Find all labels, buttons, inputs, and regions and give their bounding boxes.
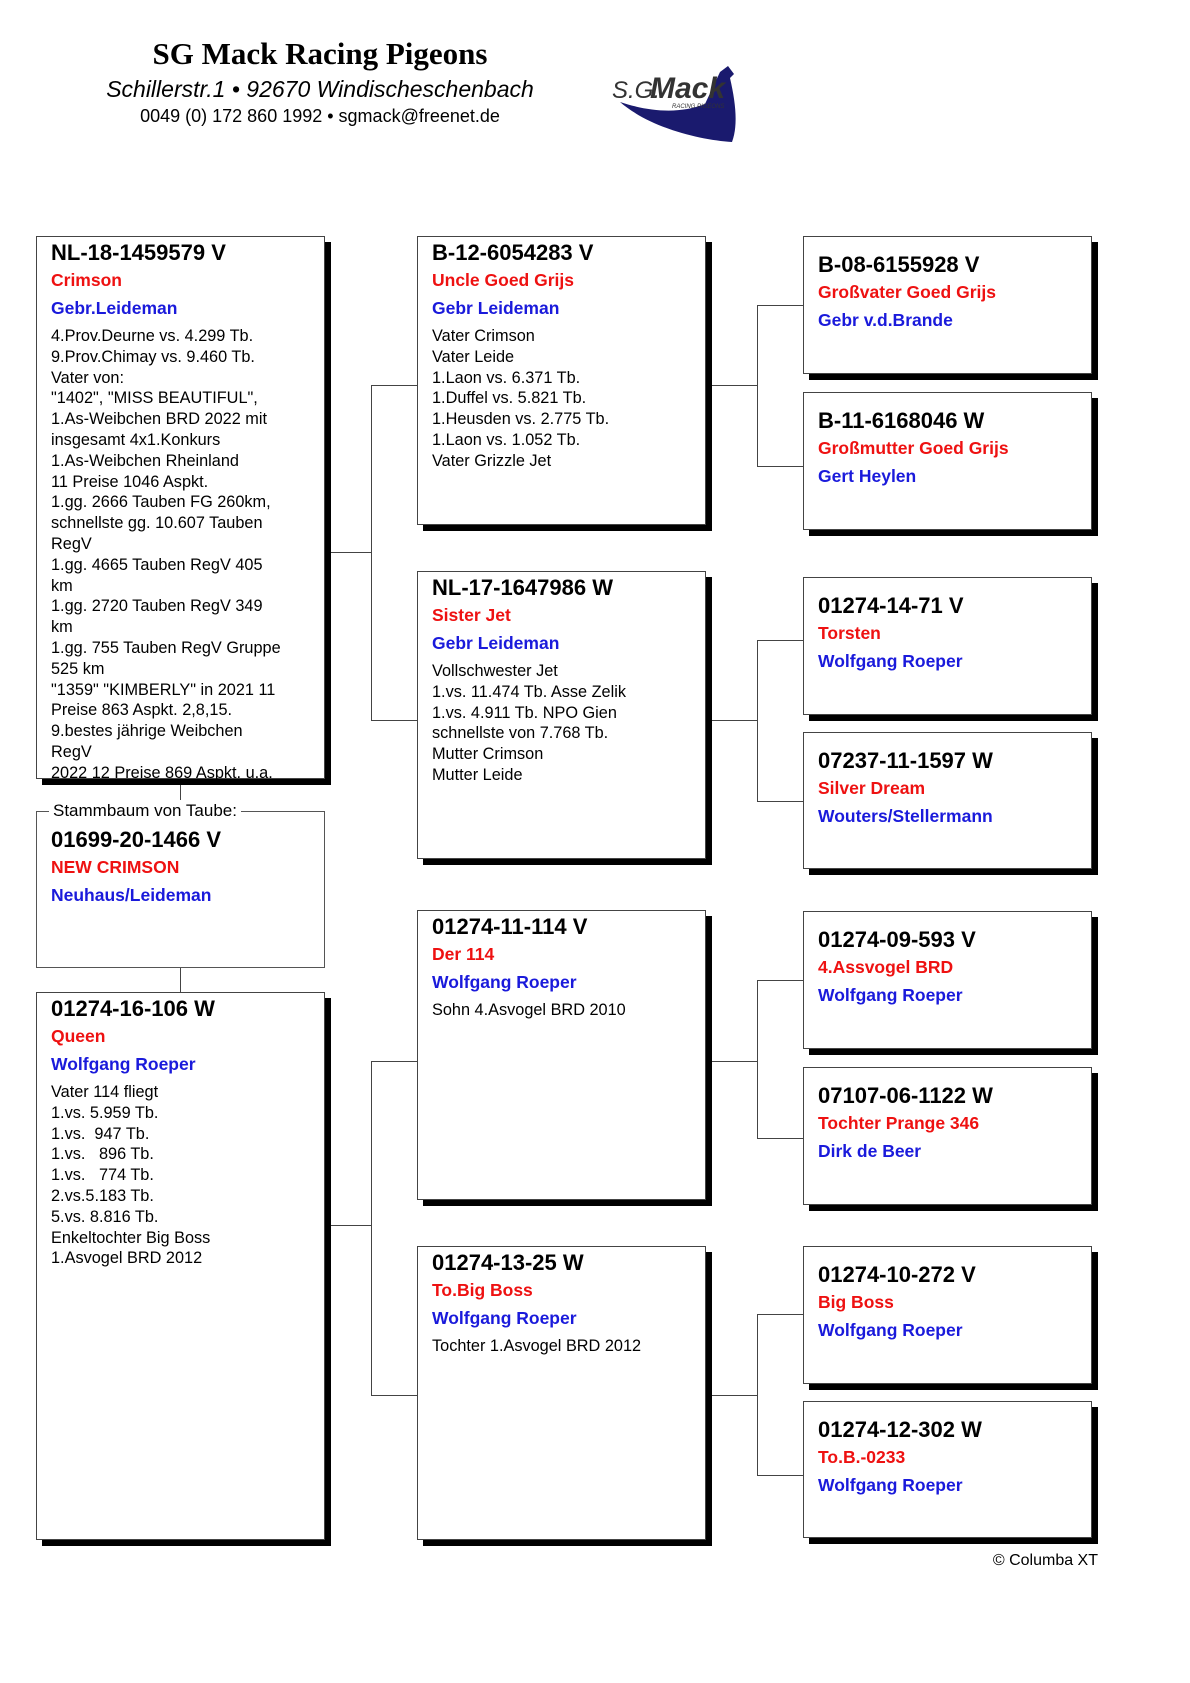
achievement-line: Preise 863 Aspkt. 2,8,15. — [51, 701, 233, 720]
breeder: Wolfgang Roeper — [818, 1475, 963, 1495]
achievement-line: 1.As-Weibchen BRD 2022 mit — [51, 410, 267, 429]
pigeon-name: Silver Dream — [818, 778, 926, 798]
ring-number: 01274-16-106 W — [51, 996, 215, 1021]
achievement-line: 1.Laon vs. 6.371 Tb. — [432, 368, 581, 387]
ring-number: 01274-09-593 V — [818, 927, 976, 952]
pigeon-name: To.Big Boss — [432, 1280, 533, 1300]
pigeon-name: Torsten — [818, 623, 881, 643]
pigeon-name: Großvater Goed Grijs — [818, 282, 996, 302]
dam-card[interactable] — [36, 992, 325, 1540]
achievement-line: 1.Heusden vs. 2.775 Tb. — [432, 410, 610, 429]
grandparent-card[interactable] — [417, 236, 706, 525]
page-title: SG Mack Racing Pigeons — [152, 36, 488, 71]
ring-number: B-11-6168046 W — [818, 408, 985, 433]
great-grandparent-card[interactable] — [803, 236, 1092, 374]
pigeon-name: Großmutter Goed Grijs — [818, 438, 1009, 458]
breeder: Wolfgang Roeper — [818, 651, 963, 671]
ring-number: 01699-20-1466 V — [51, 827, 222, 852]
ring-number: 01274-12-302 W — [818, 1417, 982, 1442]
achievements — [432, 1336, 697, 1357]
achievement-line: 9.Prov.Chimay vs. 9.460 Tb. — [51, 347, 255, 366]
sg-mack-logo — [610, 64, 745, 144]
achievement-line: schnellste von 7.768 Tb. — [432, 724, 609, 743]
achievement-line: 525 km — [51, 659, 105, 678]
pigeon-name: Crimson — [51, 270, 122, 290]
connector — [371, 385, 372, 720]
connector — [325, 552, 371, 553]
copyright: © Columba XT — [992, 1552, 1098, 1569]
ring-number: NL-17-1647986 W — [432, 575, 613, 600]
breeder: Dirk de Beer — [818, 1141, 922, 1161]
achievements — [51, 1082, 316, 1269]
achievement-line: 2.vs.5.183 Tb. — [51, 1186, 154, 1205]
achievement-line: 1.vs. 4.911 Tb. NPO Gien — [432, 703, 617, 722]
connector — [371, 720, 417, 721]
breeder: Wolfgang Roeper — [51, 1054, 196, 1074]
achievement-line: Tochter 1.Asvogel BRD 2012 — [432, 1337, 642, 1355]
connector — [706, 385, 757, 386]
connector — [371, 1061, 417, 1062]
achievements — [51, 326, 316, 784]
ring-number: 01274-11-114 V — [432, 914, 588, 939]
breeder: Wolfgang Roeper — [818, 985, 963, 1005]
pigeon-name: Queen — [51, 1026, 106, 1046]
breeder: Gebr v.d.Brande — [818, 310, 953, 330]
sire-card[interactable] — [36, 236, 325, 782]
connector — [371, 1061, 372, 1395]
ring-number: 01274-13-25 W — [432, 1250, 584, 1275]
great-grandparent-card[interactable] — [803, 732, 1092, 869]
connector — [757, 1475, 803, 1476]
achievement-line: 2022 12 Preise 869 Aspkt. u.a. — [51, 763, 273, 782]
ring-number: 07107-06-1122 W — [818, 1083, 993, 1108]
achievement-line: insgesamt 4x1.Konkurs — [51, 430, 221, 449]
achievement-line: 1.Laon vs. 1.052 Tb. — [432, 430, 581, 449]
achievement-line: 1.gg. 2666 Tauben FG 260km, — [51, 493, 271, 512]
pigeon-name: To.B.-0233 — [818, 1447, 906, 1467]
ring-number: NL-18-1459579 V — [51, 240, 226, 265]
achievement-line: Vater Crimson — [432, 327, 535, 345]
achievement-line: 9.bestes jährige Weibchen — [51, 722, 243, 741]
ring-number: 07237-11-1597 W — [818, 748, 993, 773]
achievements — [432, 661, 697, 786]
connector — [757, 466, 803, 467]
connector — [757, 305, 803, 306]
breeder: Wolfgang Roeper — [818, 1320, 963, 1340]
achievement-line: Vollschwester Jet — [432, 662, 558, 680]
great-grandparent-card[interactable] — [803, 1067, 1092, 1205]
connector — [706, 720, 757, 721]
achievement-line: Enkeltochter Big Boss — [51, 1228, 211, 1247]
breeder: Gebr.Leideman — [51, 298, 178, 318]
achievement-line: 1.Asvogel BRD 2012 — [51, 1249, 203, 1268]
connector — [757, 980, 803, 981]
subject-pigeon-card[interactable] — [36, 801, 325, 968]
subject-label: Stammbaum von Taube: — [49, 800, 241, 822]
connector — [706, 1061, 757, 1062]
achievement-line: schnellste gg. 10.607 Tauben — [51, 514, 263, 533]
achievement-line: km — [51, 576, 73, 595]
achievement-line: 5.vs. 8.816 Tb. — [51, 1207, 159, 1226]
connector — [325, 1225, 371, 1226]
pigeon-name: Der 114 — [432, 944, 495, 964]
achievements — [432, 326, 697, 472]
grandparent-card[interactable] — [417, 910, 706, 1200]
great-grandparent-card[interactable] — [803, 392, 1092, 530]
breeder: Neuhaus/Leideman — [51, 885, 212, 905]
connector — [757, 640, 758, 801]
breeder: Gert Heylen — [818, 466, 917, 486]
achievement-line: 1.gg. 4665 Tauben RegV 405 — [51, 555, 263, 574]
address: Schillerstr.1 • 92670 Windischeschenbach — [106, 76, 534, 102]
connector — [757, 640, 803, 641]
achievement-line: 1.vs. 896 Tb. — [51, 1145, 154, 1164]
achievement-line: 1.vs. 774 Tb. — [51, 1166, 154, 1185]
achievement-line: 1.As-Weibchen Rheinland — [51, 451, 239, 470]
contact-info: 0049 (0) 172 860 1992 • sgmack@freenet.de — [140, 106, 500, 126]
pigeon-name: Uncle Goed Grijs — [432, 270, 574, 290]
pigeon-name: Big Boss — [818, 1292, 894, 1312]
svg-text:S.G.: S.G. — [612, 77, 661, 104]
achievement-line: RegV — [51, 534, 92, 553]
connector — [371, 385, 417, 386]
achievement-line: Vater von: — [51, 368, 125, 387]
breeder: Wolfgang Roeper — [432, 1308, 577, 1328]
achievement-line: 1.vs. 5.959 Tb. — [51, 1103, 159, 1122]
achievement-line: Vater Leide — [432, 347, 515, 366]
pigeon-name: 4.Assvogel BRD — [818, 957, 954, 977]
achievement-line: 1.gg. 2720 Tauben RegV 349 — [51, 597, 263, 616]
achievement-line: 1.vs. 11.474 Tb. Asse Zelik — [432, 682, 626, 701]
achievement-line: 4.Prov.Deurne vs. 4.299 Tb. — [51, 327, 254, 345]
ring-number: B-08-6155928 V — [818, 252, 980, 277]
svg-text:RACING PIGEONS: RACING PIGEONS — [672, 104, 725, 110]
breeder: Wolfgang Roeper — [432, 972, 577, 992]
ring-number: 01274-10-272 V — [818, 1262, 976, 1287]
grandparent-card[interactable] — [417, 1246, 706, 1540]
connector — [757, 980, 758, 1138]
achievements — [432, 1000, 697, 1021]
pigeon-name: Sister Jet — [432, 605, 511, 625]
achievement-line: Vater 114 fliegt — [51, 1083, 159, 1101]
achievement-line: 1.vs. 947 Tb. — [51, 1124, 150, 1143]
ring-number: 01274-14-71 V — [818, 593, 964, 618]
pigeon-name: Tochter Prange 346 — [818, 1113, 980, 1133]
achievement-line: Mutter Leide — [432, 765, 523, 784]
great-grandparent-card[interactable] — [803, 577, 1092, 715]
great-grandparent-card[interactable] — [803, 911, 1092, 1049]
breeder: Gebr Leideman — [432, 633, 560, 653]
breeder: Gebr Leideman — [432, 298, 560, 318]
achievement-line: 1.Duffel vs. 5.821 Tb. — [432, 389, 587, 408]
breeder: Wouters/Stellermann — [818, 806, 993, 826]
connector — [180, 968, 181, 992]
connector — [757, 1314, 758, 1475]
svg-text:Mack: Mack — [650, 72, 726, 105]
pigeon-name: NEW CRIMSON — [51, 857, 180, 877]
connector — [757, 801, 803, 802]
great-grandparent-card[interactable] — [803, 1401, 1092, 1538]
achievement-line: 11 Preise 1046 Aspkt. — [51, 472, 209, 491]
achievement-line: Vater Grizzle Jet — [432, 451, 552, 470]
achievement-line: "1402", "MISS BEAUTIFUL", — [51, 389, 258, 408]
achievement-line: 1.gg. 755 Tauben RegV Gruppe — [51, 638, 281, 657]
connector — [706, 1395, 757, 1396]
ring-number: B-12-6054283 V — [432, 240, 594, 265]
great-grandparent-card[interactable] — [803, 1246, 1092, 1384]
achievement-line: Sohn 4.Asvogel BRD 2010 — [432, 1001, 626, 1019]
connector — [757, 1138, 803, 1139]
connector — [757, 1314, 803, 1315]
grandparent-card[interactable] — [417, 571, 706, 859]
achievement-line: km — [51, 618, 73, 637]
achievement-line: "1359" "KIMBERLY" in 2021 11 — [51, 680, 276, 699]
achievement-line: RegV — [51, 742, 92, 761]
connector — [757, 305, 758, 466]
achievement-line: Mutter Crimson — [432, 745, 544, 764]
connector — [371, 1395, 417, 1396]
